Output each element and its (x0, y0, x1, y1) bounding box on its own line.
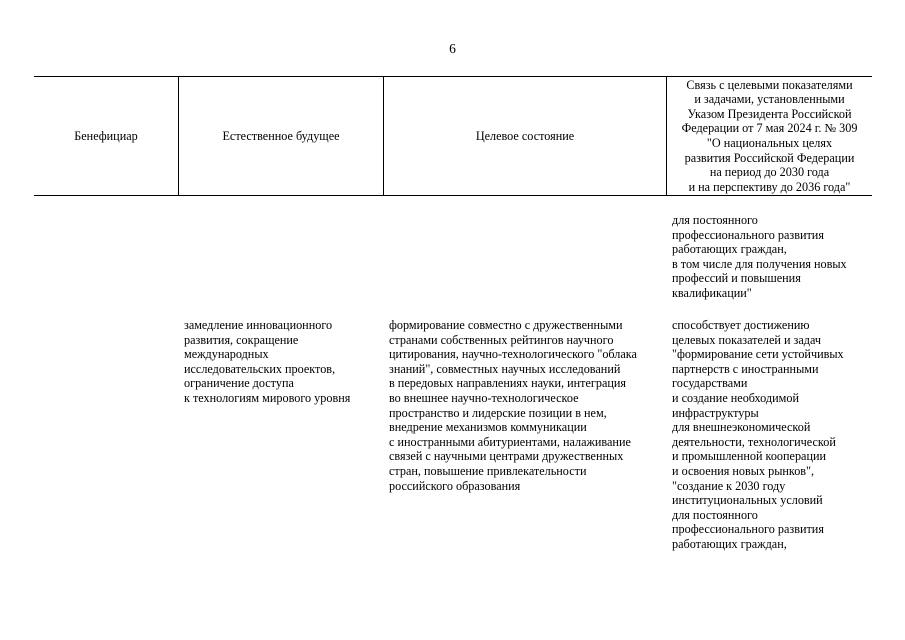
row-natural-future-text: замедление инновационного развития, сокращение международных исследовательских проектов, ограничение доступа к технологиям мирового уровня (184, 318, 351, 405)
row-link-text: способствует достижению целевых показателей и задач "формирование сети устойчивых партнерств с иностранными государствами и создание необходимой инфраструктуры для внешнеэкономической деятельности, технологической и промышленной кооперации и освоения новых рынков", "создание к 2030 году институциональных условий для постоянного профессионального развития работающих граждан, (672, 318, 844, 551)
header-beneficiary-label: Бенефициар (74, 128, 138, 143)
continuation-link-text: для постоянного профессионального развития работающих граждан, в том числе для получения новых профессий и повышения квалификации" (672, 213, 847, 300)
page-number: 6 (449, 41, 456, 56)
header-link-label: Связь с целевыми показателями и задачами, установленными Указом Президента Российской Федерации от 7 мая 2024 г. № 309 "О национальных целях развития Российской Федерации на период до 2030 года и на перспективу до 2036 года" (681, 77, 858, 194)
row-target-state-text: формирование совместно с дружественными странами собственных рейтингов научного цитирования, научно-технологического "облака знаний", совместных научных исследований в передовых направлениях науки, интеграция во внешнее научно-технологическое пространство и лидерские позиции в нем, внедрение механизмов коммуникации с иностранными абитуриентами, налаживание связей с научными центрами дружественных стран, повышение привлекательности российского образования (389, 318, 637, 493)
header-target-state-label: Целевое состояние (475, 128, 575, 143)
header-natural-future-label: Естественное будущее (222, 128, 340, 143)
header-cell-link (667, 77, 872, 195)
table-header-bottom-border (34, 195, 872, 196)
header-cell-natural-future (179, 77, 383, 195)
header-cell-beneficiary (34, 77, 178, 195)
header-cell-target-state (384, 77, 666, 195)
